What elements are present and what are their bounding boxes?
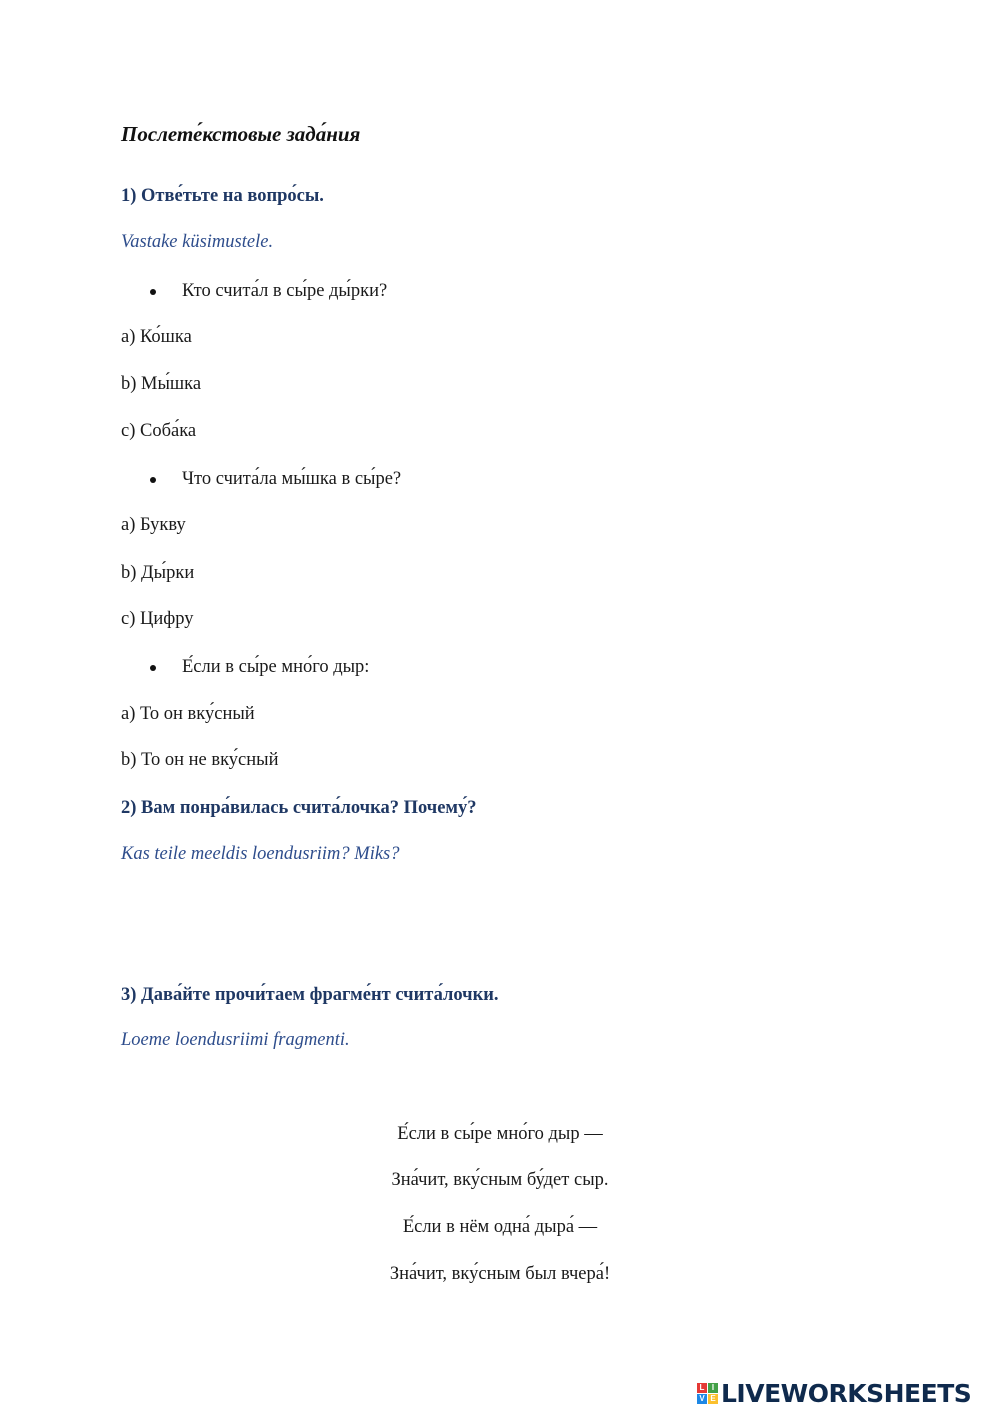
task-2-translation: Kas teile meeldis loendusriim? Miks?: [121, 844, 400, 864]
poem-line-3: Е́сли в нём одна́ дыра́ —: [402, 1217, 598, 1237]
question-2: Что счита́ла мы́шка в сы́ре?: [182, 469, 402, 489]
logo-square: E: [708, 1394, 718, 1404]
poem-line-2: Зна́чит, вку́сным бу́дет сыр.: [391, 1170, 609, 1190]
task-2-heading: 2) Вам понра́вилась счита́лочка? Почему́?: [121, 798, 477, 818]
question-2-option-b[interactable]: b) Ды́рки: [121, 563, 195, 583]
question-1-option-b[interactable]: b) Мы́шка: [121, 374, 202, 394]
question-1-option-c[interactable]: c) Соба́ка: [121, 421, 197, 441]
bullet-icon: [150, 477, 156, 483]
task-1-translation: Vastake küsimustele.: [121, 232, 274, 252]
question-2-option-c[interactable]: c) Цифру: [121, 609, 194, 629]
question-1-option-a[interactable]: a) Ко́шка: [121, 327, 192, 347]
poem-line-4: Зна́чит, вку́сным был вчера́!: [389, 1264, 611, 1284]
liveworksheets-logo-text: LIVEWORKSHEETS: [721, 1378, 972, 1408]
bullet-icon: [150, 665, 156, 671]
question-3-option-b[interactable]: b) То он не вку́сный: [121, 750, 279, 770]
logo-square: L: [697, 1383, 707, 1393]
task-1-heading: 1) Отве́тьте на вопро́сы.: [121, 186, 324, 206]
page-title: Послете́кстовые зада́ния: [121, 122, 361, 146]
question-3-option-a[interactable]: a) То он вку́сный: [121, 704, 255, 724]
bullet-icon: [150, 289, 156, 295]
logo-square: V: [697, 1394, 707, 1404]
logo-square: I: [708, 1383, 718, 1393]
task-3-heading: 3) Дава́йте прочи́таем фрагме́нт счита́лочки.: [121, 985, 499, 1005]
question-2-option-a[interactable]: a) Букву: [121, 515, 186, 535]
liveworksheets-logo[interactable]: [697, 1378, 971, 1408]
liveworksheets-logo-icon: [697, 1383, 718, 1404]
poem-line-1: Е́сли в сы́ре мно́го дыр —: [397, 1124, 603, 1144]
question-3: Е́сли в сы́ре мно́го дыр:: [182, 657, 370, 677]
task-3-translation: Loeme loendusriimi fragmenti.: [121, 1030, 350, 1050]
question-1: Кто счита́л в сы́ре ды́рки?: [182, 281, 388, 301]
